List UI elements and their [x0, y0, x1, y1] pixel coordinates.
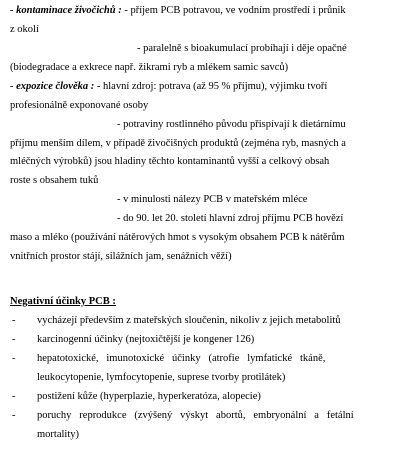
list-item: poruchy reprodukce (zvýšený výskyt abortů, embryonální a fetální — [37, 410, 354, 421]
list-item: karcinogenní účinky (nejtoxičtější je kongener 126) — [37, 334, 255, 345]
text-line: příjmu menším dílem, v případě živočišných produktů (zejména ryb, masných a — [10, 138, 346, 149]
text-line: (biodegradace a exkrece např. žikrami ryb a mlékem samic savců) — [10, 62, 289, 73]
text-line: roste s obsahem tuků — [10, 175, 99, 186]
text-line: profesionálně exponované osoby — [10, 100, 149, 111]
exposure-text: - hlavní zdroj: potrava (až 95 % příjmu), výjimku tvoří — [94, 81, 328, 92]
contamination-heading: - kontaminace živočichů : — [10, 5, 122, 16]
contamination-line — [10, 4, 346, 17]
section-heading: Negativní účinky PCB : — [10, 296, 116, 307]
bullet-dash: - — [12, 410, 16, 421]
contamination-text: - příjem PCB potravou, ve vodním prostředí i průnik — [121, 5, 346, 16]
text-line: - paralelně s bioakumulací probíhají i děje opačné — [137, 43, 347, 54]
bullet-dash: - — [12, 315, 16, 326]
list-item: vycházejí především z mateřských sloučenin, nikoliv z jejich metabolitů — [37, 315, 341, 326]
list-item-continuation: leukocytopenie, lymfocytopenie, suprese tvorby protilátek) — [37, 372, 286, 383]
text-line: - v minulosti nálezy PCB v mateřském mléce — [117, 194, 308, 205]
text-line: maso a mléko (používání nátěrových hmot s vysokým obsahem PCB k nátěrům — [10, 232, 345, 243]
exposure-heading: - expozice člověka : — [10, 81, 95, 92]
bullet-dash: - — [12, 391, 16, 402]
bullet-dash: - — [12, 353, 16, 364]
text-line: z okolí — [10, 24, 39, 35]
text-line: vnitřních prostor stájí, silážních jam, senážních věží) — [10, 251, 232, 262]
text-line: - potraviny rostlinného původu přispívají k dietárnímu — [117, 119, 346, 130]
text-line: - do 90. let 20. století hlavní zdroj příjmu PCB hovězí — [117, 213, 344, 224]
list-item-continuation: mortality) — [37, 429, 79, 440]
list-item: postižení kůže (hyperplazie, hyperkeratóza, alopecie) — [37, 391, 261, 402]
exposure-line — [10, 80, 327, 93]
list-item: hepatotoxické, imunotoxické účinky (atrofie lymfatické tkáně, — [37, 353, 326, 364]
text-line: mléčných výrobků) jsou hladiny těchto kontaminantů vyšší a celkový obsah — [10, 156, 330, 167]
bullet-dash: - — [12, 334, 16, 345]
